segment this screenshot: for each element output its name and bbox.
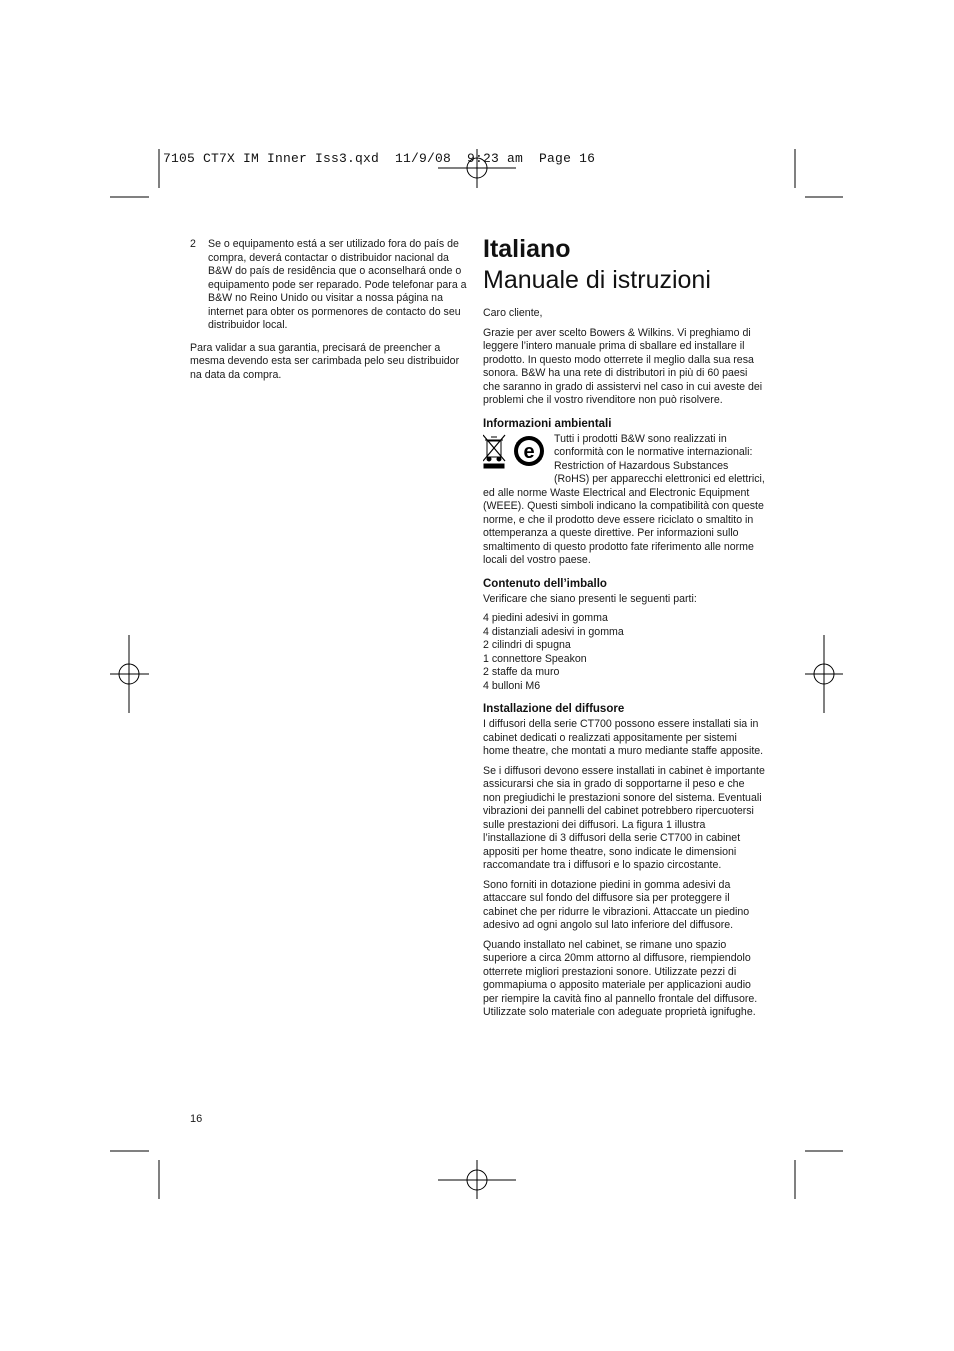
install-paragraph: I diffusori della serie CT700 possono essere installati sia in cabinet dedicati o realizzati appositamente per sistemi home theatre, che montati a muro mediante staffe apposite.	[483, 718, 764, 757]
rohs-e-icon	[514, 436, 544, 466]
registration-mark-bottom	[438, 1160, 516, 1199]
numbered-item	[190, 238, 468, 333]
list-item: 4 bulloni M6	[483, 679, 541, 692]
salutation: Caro cliente,	[483, 307, 543, 319]
file-slug: 7105 CT7X IM Inner Iss3.qxd 11/9/08 9:23 am Page 16	[163, 151, 596, 166]
registration-mark-left	[110, 635, 149, 713]
list-item: 2 staffe da muro	[483, 666, 560, 678]
env-block	[483, 433, 765, 568]
registration-mark-right	[805, 635, 843, 713]
env-heading: Informazioni ambientali	[483, 417, 612, 430]
install-paragraph: Sono forniti in dotazione piedini in gomma adesivi da attaccare sul fondo del diffusore sia per proteggere il cabinet che per ridurre le vibrazioni. Attaccate un piedino adesivo ad ogni angolo sul lato inferiore del diffusore.	[483, 878, 750, 931]
install-paragraph: Quando installato nel cabinet, se rimane uno spazio superiore a circa 20mm attorno al diffusore, riempiendolo otterrete migliori prestazioni sonore. Utilizzate pezzi di gommapiuma o apposito materiale per applicazioni audio per riempire la cavità fino al pannello frontale del diffusore. Utilizzate solo materiale con adeguate proprietà ignifughe.	[483, 938, 758, 1018]
svg-text:e: e	[523, 440, 535, 463]
item-number: 2	[190, 238, 196, 250]
list-item: 2 cilindri di spugna	[483, 639, 571, 651]
list-item: 4 piedini adesivi in gomma	[483, 612, 608, 624]
warranty-paragraph: Para validar a sua garantia, precisará de preencher a mesma devendo esta ser carimbada pelo seu distribuidor na data da compra.	[190, 341, 460, 381]
document-title: Manuale di istruzioni	[483, 266, 711, 294]
install-paragraph: Se i diffusori devono essere installati in cabinet è importante assicurarsi che sia in grado di sopportarne il peso e che non pregiudichi le prestazioni sonore del sistema. Eventuali vibrazioni dei pannelli del cabinet potrebbero ripercuotersi sulle prestazioni dei diffusori. La figura 1 illustra l’installazione di 3 diffusori della serie CT700 in cabinet appositi per home theatre, sono indicate le dimensioni raccomandate tra i diffusori e lo spazio circostante.	[483, 764, 765, 871]
left-column	[190, 238, 468, 382]
contents-heading: Contenuto dell’imballo	[483, 577, 607, 590]
contents-intro: Verificare che siano presenti le seguenti parti:	[483, 592, 697, 605]
intro-paragraph: Grazie per aver scelto Bowers & Wilkins. Vi preghiamo di leggere l’intero manuale prima di sballare ed installare il prodotto. In questo modo otterrete il meglio dalla sua resa sonora. B&W ha una rete di distributori in più di 60 paesi che saranno in grado di assistervi nel caso in cui aveste dei problemi che il vostro rivenditore non può risolvere.	[483, 326, 763, 406]
parts-list	[483, 612, 765, 693]
language-title: Italiano	[483, 235, 571, 263]
env-icons	[483, 433, 549, 475]
install-heading: Installazione del diffusore	[483, 703, 625, 715]
page-number: 16	[190, 1113, 203, 1125]
list-item: 1 connettore Speakon	[483, 652, 587, 665]
item-text: Se o equipamento está a ser utilizado fora do país de compra, deverá contactar o distribuidor nacional da B&W do país de residência que o aconselhará onde o equipamento pode ser reparado. Pode telefonar para a B&W no Reino Unido ou visitar a nossa página na internet para obter os pormenores de contacto do seu distribuidor local.	[208, 238, 467, 331]
weee-bin-icon	[483, 435, 505, 468]
right-column	[483, 234, 765, 1026]
env-text: Tutti i prodotti B&W sono realizzati in conformità con le normative internazionali: Restriction of Hazardous Substances (RoHS) per apparecchi elettronici ed elettrici, ed alle norme Waste Electrical and Electronic Equipment (WEEE). Questi simboli indicano la compatibilità con queste norme, e che il prodotto deve essere riciclato o smaltito in ottemperanza a queste direttive. Per informazioni sullo smaltimento di questo prodotto fate riferimento alle norme locali del vostro paese.	[483, 432, 765, 566]
list-item: 4 distanziali adesivi in gomma	[483, 625, 624, 638]
